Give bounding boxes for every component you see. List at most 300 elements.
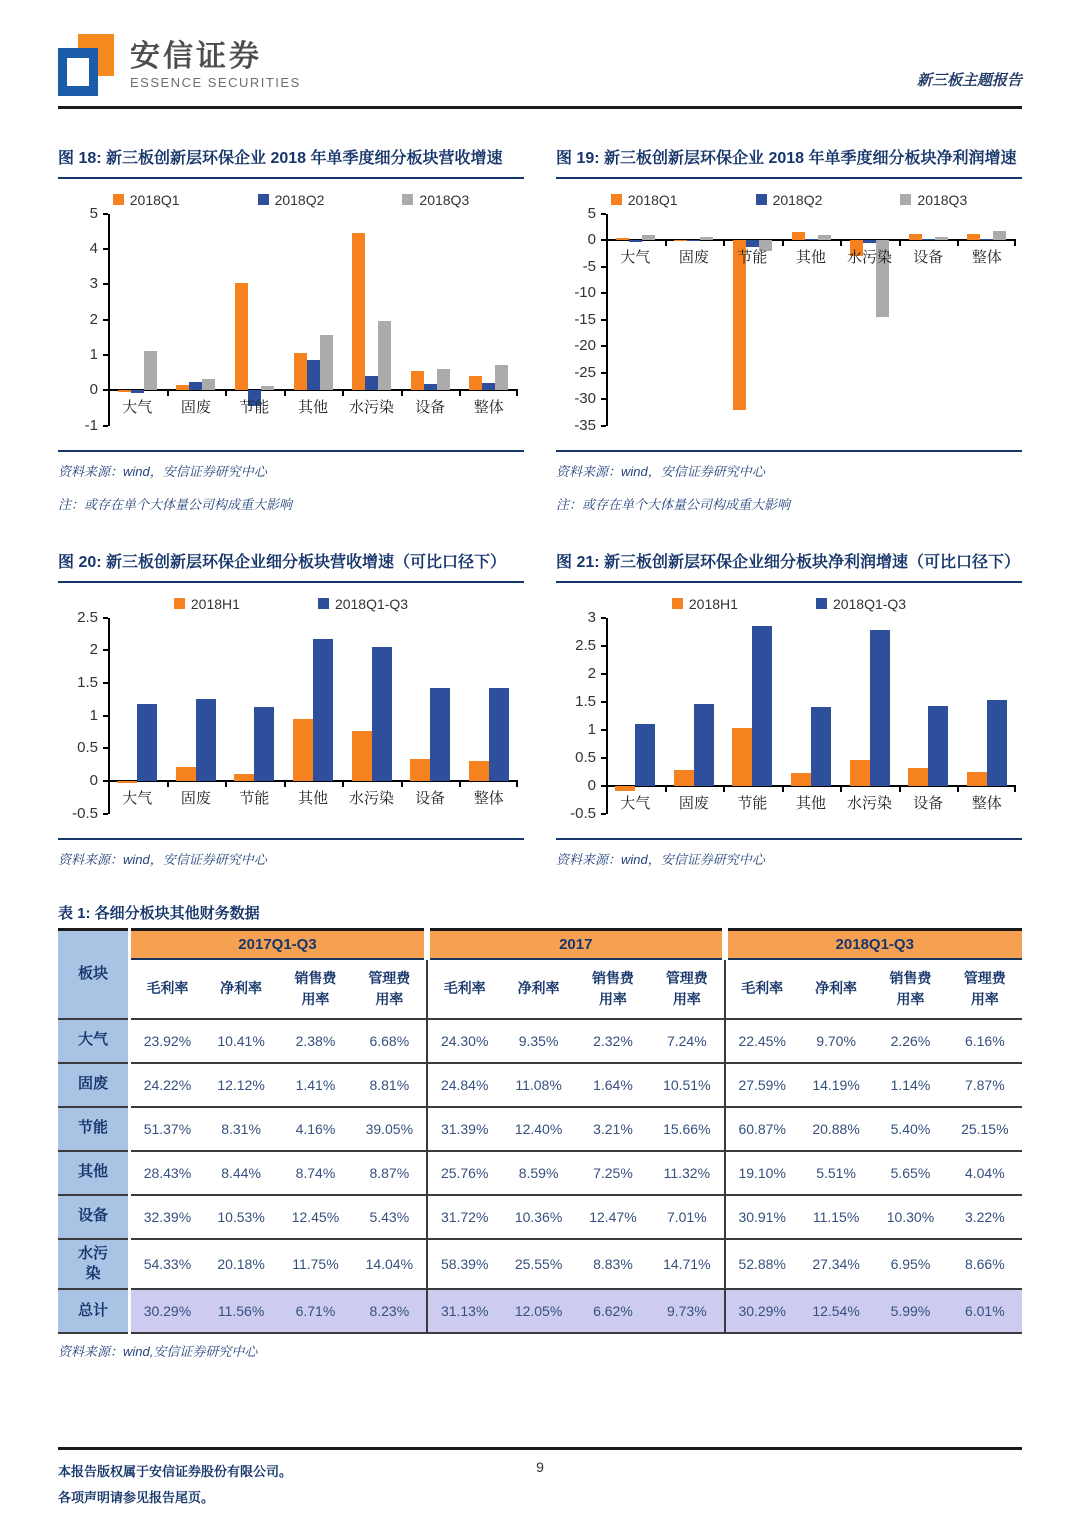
row-label-其他: 其他 (58, 1151, 130, 1195)
table-cell: 10.53% (204, 1195, 278, 1239)
x-tick-mark (606, 239, 608, 246)
row-label-水污染: 水污染 (58, 1239, 130, 1290)
x-tick-mark (957, 785, 959, 792)
table-cell: 30.91% (725, 1195, 799, 1239)
legend-item-2018Q2 (258, 192, 325, 208)
x-tick-mark (167, 780, 169, 787)
row-label-节能: 节能 (58, 1107, 130, 1151)
x-tick-mark (225, 780, 227, 787)
y-tick-label: -15 (574, 310, 596, 328)
legend-swatch-icon (402, 194, 413, 205)
table-cell: 23.92% (130, 1019, 204, 1063)
bar-2018Q3-整体 (993, 231, 1006, 240)
x-tick-mark (665, 239, 667, 246)
financial-data-table (58, 928, 1022, 1335)
x-tick-mark (899, 239, 901, 246)
figure-20 (58, 549, 524, 868)
x-tick-label: 其他 (795, 794, 827, 812)
x-tick-mark (723, 785, 725, 792)
brand-name-en: ESSENCE SECURITIES (130, 75, 301, 90)
y-tick-label: 2.5 (575, 636, 596, 654)
x-tick-label: 水污染 (847, 249, 893, 267)
table-cell: 30.29% (725, 1289, 799, 1333)
table-cell: 24.84% (427, 1063, 501, 1107)
bar-2018Q1-固废 (674, 240, 687, 241)
figure-20-source: 资料来源：wind，安信证券研究中心 (58, 838, 524, 868)
legend-label: 2018Q2 (274, 191, 325, 208)
table-cell: 3.22% (948, 1195, 1022, 1239)
table-cell: 12.45% (278, 1195, 352, 1239)
y-tick-label: 0.5 (575, 748, 596, 766)
table-cell: 6.95% (873, 1239, 947, 1290)
bar-2018Q1-Q3-节能 (254, 707, 274, 781)
bar-2018Q1-其他 (792, 232, 805, 240)
bar-2018H1-水污染 (850, 760, 870, 786)
report-type-label: 新三板主题报告 (916, 72, 1022, 89)
y-tick-label: -30 (574, 390, 596, 408)
x-tick-label: 设备 (913, 794, 944, 812)
metric-header: 净利率 (799, 959, 873, 1019)
figure-18-note: 注：或存在单个大体量公司构成重大影响 (58, 496, 293, 512)
x-tick-mark (459, 389, 461, 396)
x-tick-label: 设备 (415, 789, 446, 807)
x-tick-label: 大气 (620, 794, 651, 812)
x-tick-label: 设备 (913, 249, 944, 267)
x-tick-label: 整体 (971, 794, 1002, 812)
bar-2018Q1-Q3-固废 (694, 704, 714, 785)
legend-swatch-icon (113, 194, 124, 205)
figure-20-legend (58, 596, 524, 612)
metric-header: 毛利率 (130, 959, 204, 1019)
table-cell: 6.68% (353, 1019, 427, 1063)
chart-plot-area (606, 618, 1016, 814)
table-cell: 6.71% (278, 1289, 352, 1333)
bar-2018H1-其他 (293, 719, 313, 781)
x-tick-label: 固废 (180, 399, 211, 417)
table-cell: 60.87% (725, 1107, 799, 1151)
table-cell: 2.32% (576, 1019, 650, 1063)
x-tick-label: 大气 (620, 249, 651, 267)
legend-swatch-icon (816, 598, 827, 609)
bar-2018Q1-Q3-整体 (987, 700, 1007, 786)
table-cell: 10.30% (873, 1195, 947, 1239)
table-cell: 20.88% (799, 1107, 873, 1151)
table-cell: 4.16% (278, 1107, 352, 1151)
bar-2018H1-节能 (234, 774, 254, 781)
x-tick-mark (108, 780, 110, 787)
table-cell: 14.19% (799, 1063, 873, 1107)
bar-2018Q1-其他 (294, 353, 307, 390)
bar-2018Q1-节能 (235, 283, 248, 391)
table-header-row-1 (58, 929, 1022, 959)
y-tick-label: -25 (574, 363, 596, 381)
table-cell: 52.88% (725, 1239, 799, 1290)
table-cell: 9.70% (799, 1019, 873, 1063)
y-tick-label: -35 (574, 416, 596, 434)
bar-2018Q2-固废 (189, 382, 202, 391)
figure-19-note: 注：或存在单个大体量公司构成重大影响 (556, 496, 791, 512)
table-cell: 8.44% (204, 1151, 278, 1195)
legend-swatch-icon (258, 194, 269, 205)
bar-2018Q2-设备 (424, 384, 437, 390)
table-cell: 15.66% (650, 1107, 724, 1151)
period-group-header: 2018Q1-Q3 (725, 929, 1023, 959)
y-tick-label: 0.5 (77, 739, 98, 757)
legend-item-2018Q3 (402, 192, 469, 208)
legend-label: 2018H1 (688, 595, 738, 612)
x-tick-label: 其他 (297, 399, 329, 417)
table-cell: 12.05% (501, 1289, 575, 1333)
table-cell: 20.18% (204, 1239, 278, 1290)
x-tick-mark (459, 780, 461, 787)
essence-securities-logo-icon (58, 34, 116, 96)
metric-header: 销售费用率 (873, 959, 947, 1019)
x-tick-label: 水污染 (349, 789, 395, 807)
legend-swatch-icon (672, 598, 683, 609)
table-cell: 9.73% (650, 1289, 724, 1333)
y-tick-label: 1.5 (77, 673, 98, 691)
table-cell: 24.22% (130, 1063, 204, 1107)
x-tick-label: 节能 (737, 794, 768, 812)
bar-2018Q1-Q3-大气 (635, 724, 655, 786)
table-cell: 25.55% (501, 1239, 575, 1290)
x-tick-mark (342, 389, 344, 396)
table-cell: 7.24% (650, 1019, 724, 1063)
figure-18-legend (58, 192, 524, 208)
x-tick-label: 固废 (678, 249, 709, 267)
x-tick-label: 节能 (239, 789, 270, 807)
legend-label: 2018Q1 (627, 191, 678, 208)
figure-19-source: 资料来源：wind，安信证券研究中心 (556, 450, 1022, 480)
legend-item-2018Q1-Q3 (318, 596, 408, 612)
y-tick-label: -20 (574, 337, 596, 355)
x-tick-label: 固废 (678, 794, 709, 812)
x-tick-label: 其他 (795, 249, 827, 267)
legend-item-2018H1 (174, 596, 240, 612)
bar-2018Q1-水污染 (352, 233, 365, 390)
y-tick-label: -1 (84, 416, 98, 434)
table-cell: 25.15% (948, 1107, 1022, 1151)
bar-2018Q3-设备 (935, 237, 948, 241)
table-1-block (58, 902, 1022, 1361)
metric-header: 销售费用率 (278, 959, 352, 1019)
x-tick-mark (284, 389, 286, 396)
bar-2018Q3-整体 (495, 365, 508, 390)
bar-2018Q2-水污染 (863, 240, 876, 243)
footer-divider (58, 1447, 1022, 1450)
bar-2018H1-整体 (967, 772, 987, 786)
legend-swatch-icon (174, 598, 185, 609)
table-cell: 11.32% (650, 1151, 724, 1195)
x-tick-mark (1014, 785, 1016, 792)
table-cell: 12.40% (501, 1107, 575, 1151)
x-tick-mark (516, 389, 518, 396)
bar-2018H1-固废 (176, 767, 196, 781)
x-tick-mark (167, 389, 169, 396)
x-tick-label: 节能 (239, 399, 270, 417)
bar-2018Q1-Q3-水污染 (372, 647, 392, 781)
row-label-大气: 大气 (58, 1019, 130, 1063)
y-tick-label: -0.5 (72, 804, 98, 822)
x-tick-mark (401, 780, 403, 787)
bar-2018Q2-其他 (805, 239, 818, 240)
legend-label: 2018Q2 (772, 191, 823, 208)
legend-swatch-icon (318, 598, 329, 609)
x-tick-mark (665, 785, 667, 792)
bar-2018H1-节能 (732, 728, 752, 785)
table-cell: 12.47% (576, 1195, 650, 1239)
y-tick-label: 5 (89, 204, 98, 222)
y-tick-label: 0 (587, 231, 596, 249)
y-tick-label: 1.5 (575, 692, 596, 710)
figure-19-legend (556, 192, 1022, 208)
table-corner-header: 板块 (58, 929, 130, 1019)
table-cell: 25.76% (427, 1151, 501, 1195)
table-cell: 2.26% (873, 1019, 947, 1063)
x-tick-mark (840, 785, 842, 792)
table-cell: 6.01% (948, 1289, 1022, 1333)
table-head (58, 929, 1022, 1019)
metric-header: 销售费用率 (576, 959, 650, 1019)
bar-2018Q3-固废 (700, 237, 713, 241)
brand-text (130, 40, 301, 90)
x-tick-mark (1014, 239, 1016, 246)
metric-header: 净利率 (204, 959, 278, 1019)
table-cell: 39.05% (353, 1107, 427, 1151)
bar-2018Q2-固废 (687, 240, 700, 241)
table-cell: 8.87% (353, 1151, 427, 1195)
brand-name-cn: 安信证券 (130, 40, 262, 73)
table-row (58, 1107, 1022, 1151)
chart-plot-area (108, 214, 518, 426)
x-tick-label: 水污染 (847, 794, 893, 812)
x-tick-mark (516, 780, 518, 787)
table-cell: 32.39% (130, 1195, 204, 1239)
table-cell: 8.59% (501, 1151, 575, 1195)
logo-white-notch (67, 58, 89, 86)
table-cell: 9.35% (501, 1019, 575, 1063)
table-cell: 27.59% (725, 1063, 799, 1107)
x-tick-mark (342, 780, 344, 787)
bar-2018Q1-设备 (411, 371, 424, 390)
legend-label: 2018Q3 (419, 191, 470, 208)
y-tick-label: 2 (89, 641, 98, 659)
table-cell: 11.75% (278, 1239, 352, 1290)
period-group-header: 2017 (427, 929, 725, 959)
figure-21-source: 资料来源：wind，安信证券研究中心 (556, 838, 1022, 868)
metric-header: 毛利率 (725, 959, 799, 1019)
x-tick-mark (899, 785, 901, 792)
table-row (58, 1063, 1022, 1107)
figure-20-title: 图 20: 新三板创新层环保企业细分板块营收增速（可比口径下） (58, 549, 524, 583)
legend-label: 2018H1 (190, 595, 240, 612)
table-cell: 8.66% (948, 1239, 1022, 1290)
x-tick-label: 其他 (297, 789, 329, 807)
table-cell: 51.37% (130, 1107, 204, 1151)
x-tick-label: 整体 (473, 789, 504, 807)
bar-2018H1-水污染 (352, 731, 372, 781)
figure-18 (58, 145, 524, 513)
table-row (58, 1195, 1022, 1239)
bar-2018Q1-设备 (909, 234, 922, 240)
y-tick-label: 3 (89, 275, 98, 293)
table-cell: 31.72% (427, 1195, 501, 1239)
table-cell: 24.30% (427, 1019, 501, 1063)
bar-2018H1-设备 (908, 768, 928, 785)
x-tick-mark (957, 239, 959, 246)
figures-row-1 (58, 145, 1022, 513)
table-cell: 10.41% (204, 1019, 278, 1063)
row-label-设备: 设备 (58, 1195, 130, 1239)
figure-19-title: 图 19: 新三板创新层环保企业 2018 年单季度细分板块净利润增速 (556, 145, 1022, 179)
page-header (58, 34, 1022, 109)
x-tick-label: 整体 (971, 249, 1002, 267)
x-tick-mark (108, 389, 110, 396)
legend-item-2018Q1 (611, 192, 678, 208)
bar-2018Q2-其他 (307, 360, 320, 390)
table-row (58, 1151, 1022, 1195)
table-cell: 14.04% (353, 1239, 427, 1290)
figure-21 (556, 549, 1022, 868)
bar-2018Q1-Q3-设备 (430, 688, 450, 781)
table-cell: 7.25% (576, 1151, 650, 1195)
bar-2018Q3-设备 (437, 369, 450, 390)
x-tick-mark (225, 389, 227, 396)
table-cell: 12.54% (799, 1289, 873, 1333)
bar-2018Q2-大气 (629, 240, 642, 242)
x-tick-label: 节能 (737, 249, 768, 267)
chart-plot-area (108, 618, 518, 814)
x-tick-mark (782, 785, 784, 792)
table-cell: 11.56% (204, 1289, 278, 1333)
y-tick-label: 0 (587, 776, 596, 794)
y-tick-label: -5 (582, 257, 596, 275)
footer-disclaimer-line2: 各项声明请参见报告尾页。 (58, 1490, 215, 1505)
table-cell: 22.45% (725, 1019, 799, 1063)
bar-2018Q3-大气 (144, 351, 157, 391)
table-cell: 5.43% (353, 1195, 427, 1239)
bar-2018Q3-固废 (202, 379, 215, 391)
bar-2018Q1-固废 (176, 385, 189, 390)
legend-item-2018Q3 (900, 192, 967, 208)
metric-header: 管理费用率 (948, 959, 1022, 1019)
y-tick-label: 3 (587, 608, 596, 626)
bar-2018Q1-Q3-节能 (752, 626, 772, 786)
period-group-header: 2017Q1-Q3 (130, 929, 428, 959)
x-tick-mark (723, 239, 725, 246)
table-cell: 11.15% (799, 1195, 873, 1239)
bar-2018Q1-Q3-水污染 (870, 630, 890, 785)
row-label-总计: 总计 (58, 1289, 130, 1333)
bar-2018Q1-大气 (616, 238, 629, 240)
y-tick-label: 5 (587, 204, 596, 222)
legend-swatch-icon (756, 194, 767, 205)
bar-2018H1-大气 (117, 781, 137, 783)
metric-header: 管理费用率 (650, 959, 724, 1019)
bar-2018Q3-其他 (818, 235, 831, 240)
y-tick-label: -0.5 (570, 804, 596, 822)
y-tick-label: 0 (89, 771, 98, 789)
legend-item-2018Q2 (756, 192, 823, 208)
table-cell: 5.65% (873, 1151, 947, 1195)
bar-2018Q1-Q3-大气 (137, 704, 157, 781)
y-tick-label: 2 (587, 664, 596, 682)
table-cell: 28.43% (130, 1151, 204, 1195)
y-tick-label: 2 (89, 310, 98, 328)
row-label-固废: 固废 (58, 1063, 130, 1107)
bar-2018Q1-大气 (118, 390, 131, 392)
bar-2018Q1-Q3-其他 (811, 707, 831, 785)
y-tick-label: 0 (89, 381, 98, 399)
table-header-row-2 (58, 959, 1022, 1019)
y-tick-label: -10 (574, 284, 596, 302)
y-tick-label: 2.5 (77, 608, 98, 626)
table-cell: 8.81% (353, 1063, 427, 1107)
bar-2018Q3-大气 (642, 235, 655, 240)
y-tick-label: 1 (89, 346, 98, 364)
table-cell: 7.01% (650, 1195, 724, 1239)
table-cell: 58.39% (427, 1239, 501, 1290)
bar-2018H1-固废 (674, 770, 694, 786)
table-cell: 5.99% (873, 1289, 947, 1333)
y-tick-label: 1 (587, 720, 596, 738)
table-cell: 14.71% (650, 1239, 724, 1290)
bar-2018Q1-Q3-整体 (489, 688, 509, 781)
x-tick-label: 整体 (473, 399, 504, 417)
brand-logo (58, 34, 301, 96)
table-1-title: 表 1: 各细分板块其他财务数据 (58, 904, 260, 922)
table-cell: 27.34% (799, 1239, 873, 1290)
figure-19 (556, 145, 1022, 513)
x-tick-mark (782, 239, 784, 246)
bar-2018Q3-水污染 (378, 321, 391, 391)
bar-2018Q2-整体 (980, 239, 993, 240)
figure-21-legend (556, 596, 1022, 612)
page-number: 9 (536, 1459, 544, 1475)
bar-2018Q1-Q3-固废 (196, 699, 216, 781)
table-cell: 2.38% (278, 1019, 352, 1063)
legend-label: 2018Q1 (129, 191, 180, 208)
table-cell: 54.33% (130, 1239, 204, 1290)
bar-2018H1-其他 (791, 773, 811, 785)
total-row (58, 1289, 1022, 1333)
x-tick-mark (606, 785, 608, 792)
x-tick-label: 水污染 (349, 399, 395, 417)
legend-item-2018H1 (672, 596, 738, 612)
x-tick-label: 大气 (122, 789, 153, 807)
table-cell: 6.62% (576, 1289, 650, 1333)
table-cell: 5.51% (799, 1151, 873, 1195)
bar-2018Q3-节能 (261, 386, 274, 391)
table-1-source: 资料来源：wind,安信证券研究中心 (58, 1344, 258, 1360)
bar-2018H1-整体 (469, 761, 489, 781)
metric-header: 毛利率 (427, 959, 501, 1019)
table-cell: 30.29% (130, 1289, 204, 1333)
bar-2018H1-大气 (615, 786, 635, 792)
legend-label: 2018Q3 (917, 191, 968, 208)
metric-header: 净利率 (501, 959, 575, 1019)
figure-20-chart (58, 608, 524, 822)
bar-2018Q1-Q3-其他 (313, 639, 333, 781)
table-body (58, 1019, 1022, 1334)
figure-21-chart (556, 608, 1022, 822)
table-cell: 10.36% (501, 1195, 575, 1239)
x-tick-label: 大气 (122, 399, 153, 417)
table-cell: 12.12% (204, 1063, 278, 1107)
table-cell: 19.10% (725, 1151, 799, 1195)
x-tick-label: 设备 (415, 399, 446, 417)
table-cell: 3.21% (576, 1107, 650, 1151)
